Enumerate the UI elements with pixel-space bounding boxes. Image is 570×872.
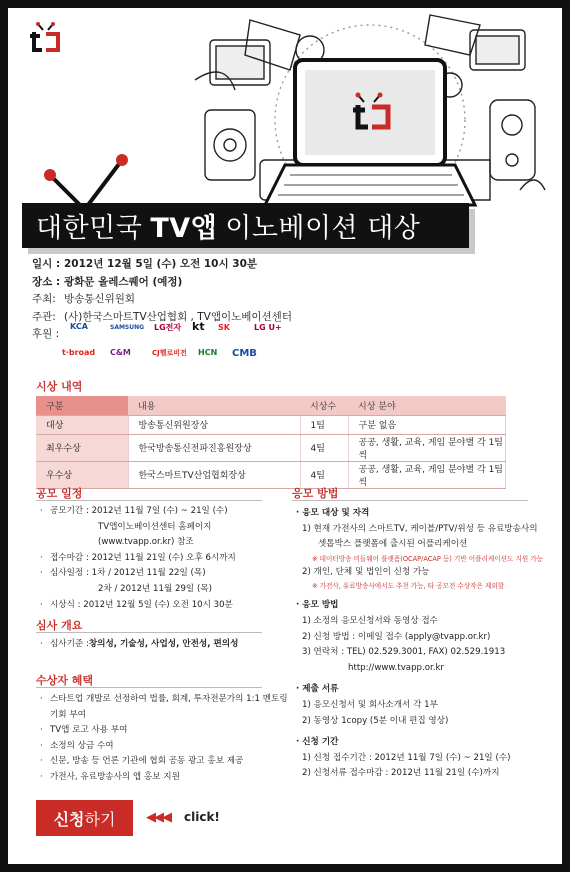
divider (36, 687, 262, 688)
list-item-text: 공모기간 : 2012년 11월 7일 (수) ~ 21일 (수) (50, 506, 228, 516)
list-item: · 스타트업 개발로 선정하여 법률, 회계, 투자전문가의 1:1 멘토링 (40, 692, 288, 708)
table-cell: 공공, 생활, 교육, 게임 분야별 각 1팀씩 (348, 434, 506, 461)
list-item-text: 기회 부여 (50, 709, 86, 720)
list-item-text: 접수마감 : 2012년 11월 21일 (수) 오후 6시까지 (50, 552, 236, 563)
sponsor-logo: t·broad (62, 348, 96, 357)
sponsor-logo: LG전자 (154, 323, 182, 332)
list-item-text: 신문, 방송 등 언론 기관에 협회 공동 광고 홍보 제공 (50, 756, 244, 767)
arrows-left-icon: ◀◀◀ (146, 810, 170, 825)
info-row (32, 291, 292, 309)
list-item-text: 2) 신청서류 접수마감 : 2012년 11월 21일 (수)까지 (302, 768, 500, 779)
antenna-icon (40, 150, 140, 210)
list-item-text: 소정의 상금 수여 (50, 740, 114, 751)
sponsor-logo: SK (218, 323, 230, 332)
table-header-row (36, 396, 506, 415)
sponsor-logos (58, 318, 298, 368)
info-key: 후원 : (32, 328, 60, 340)
note-text: ※ 데이터방송 미들웨어 플랫폼(OCAP/ACAP 등) 기반 어플리케이션도 지원 가능 (312, 554, 544, 563)
list-item-text: 3) 연락처 : TEL) 02.529.3001, FAX) 02.529.1913 (302, 647, 506, 658)
list-item-text: 셋톱박스 플랫폼에 출시된 어플리케이션 (318, 539, 468, 550)
table-header: 시상수 (300, 396, 348, 415)
table-cell: 최우수상 (36, 434, 128, 461)
title-post: 이노베이션 대상 (225, 213, 421, 244)
info-key: 일시 : (32, 258, 61, 270)
list-item-text: 심사일정 : 1차 / 2012년 11월 22일 (목) (50, 568, 206, 579)
table-cell: 4팀 (300, 434, 348, 461)
list-item-text: TV앱 로고 사용 부여 (50, 725, 128, 736)
sponsor-logo: CMB (232, 348, 257, 359)
devices-illustration (190, 10, 550, 215)
tvapp-logo (26, 22, 64, 56)
subsection-title: · 신청 기간 (296, 737, 339, 748)
table-cell: 공공, 생활, 교육, 게임 분야별 각 1팀씩 (348, 461, 506, 488)
subsection-title: · 응모 대상 및 자격 (296, 508, 370, 518)
awards-table (36, 396, 506, 489)
sponsor-logo: CJ헬로비전 (152, 349, 187, 357)
table-row (36, 461, 506, 488)
website-link[interactable]: http://www.tvapp.or.kr (348, 662, 444, 673)
table-header: 시상 분야 (348, 396, 506, 415)
method-content (296, 500, 543, 782)
table-cell: 방송통신위원장상 (128, 415, 300, 434)
list-item-text: 2) 동영상 1copy (5분 이내 편집 영상) (302, 715, 449, 726)
review-criteria (40, 637, 238, 653)
list-item: · 접수마감 : 2012년 11월 21일 (수) 오후 6시까지 (40, 551, 236, 567)
method-section-title: 응모 방법 (292, 487, 339, 500)
sponsor-logo: HCN (198, 348, 218, 357)
list-item: · 가전사, 유료방송사의 앱 홍보 지원 (40, 770, 288, 786)
table-row (36, 434, 506, 461)
click-link[interactable]: click! (184, 810, 220, 824)
table-cell: 구분 없음 (348, 415, 506, 434)
list-item-text: 2차 / 2012년 11월 29일 (목) (98, 583, 212, 594)
sponsor-logo: LG U+ (254, 323, 282, 332)
list-item-text: 1) 현재 가전사의 스마트TV, 케이블/PTV/위성 등 유료방송사의 (302, 523, 538, 534)
list-item: · 심사일정 : 1차 / 2012년 11월 22일 (목) (40, 566, 236, 582)
list-item: · 소정의 상금 수여 (40, 739, 288, 755)
review-section-title: 심사 개요 (36, 619, 83, 632)
subsection-title: · 응모 방법 (296, 600, 339, 611)
info-key: 주최: (32, 293, 56, 305)
info-value: (사)한국스마트TV산업협회 , TV앱이노베이션센터 (64, 310, 292, 323)
table-header: 구분 (36, 396, 128, 415)
info-key: 주관: (32, 310, 56, 323)
list-item-text: 1) 신청 접수기간 : 2012년 11월 7일 (수) ~ 21일 (수) (302, 752, 511, 763)
sponsor-logo: KCA (70, 322, 88, 331)
criteria-label: 심사기준 : (50, 639, 89, 649)
list-item-text: 1) 응모신청서 및 회사소개서 각 1부 (302, 699, 438, 710)
title-pre: 대한민국 (36, 213, 143, 244)
list-item-text: 가전사, 유료방송사의 앱 홍보 지원 (50, 771, 180, 782)
list-item: · 공모기간 : 2012년 11월 7일 (수) ~ 21일 (수) (40, 504, 236, 520)
apply-button-rest: 하기 (84, 809, 116, 829)
list-item-text: TV앱이노베이션센터 홈페이지 (98, 521, 212, 532)
subsection-title: · 제출 서류 (296, 684, 339, 695)
divider (36, 500, 262, 501)
table-cell: 4팀 (300, 461, 348, 488)
schedule-section-title: 공모 일정 (36, 487, 83, 500)
list-item: · 시상식 : 2012년 12월 5일 (수) 오전 10시 30분 (40, 598, 236, 614)
list-item-text: 스타트업 개발로 선정하여 법률, 회계, 투자전문가의 1:1 멘토링 (50, 694, 288, 704)
table-header: 내용 (128, 396, 300, 415)
schedule-list (40, 504, 236, 613)
info-row (32, 256, 292, 274)
list-item-text: 시상식 : 2012년 12월 5일 (수) 오전 10시 30분 (50, 599, 233, 610)
sponsor-logo: C&M (110, 348, 131, 357)
table-cell: 대상 (36, 415, 128, 434)
apply-button-bold: 신청 (53, 809, 85, 829)
sponsor-logo: SAMSUNG (110, 324, 145, 331)
sponsor-logo: kt (192, 320, 205, 333)
list-item-text: 2) 개인, 단체 및 법인이 신청 가능 (302, 566, 430, 577)
criteria-value: 창의성, 기술성, 사업성, 안전성, 편의성 (88, 639, 239, 649)
info-value: 방송통신위원회 (64, 293, 136, 305)
list-item: · 심사기준 : 창의성, 기술성, 사업성, 안전성, 편의성 (40, 637, 238, 653)
list-item-text: 1) 소정의 응모신청서와 동영상 접수 (302, 615, 438, 626)
table-row (36, 415, 506, 434)
list-item: · 신문, 방송 등 언론 기관에 협회 공동 광고 홍보 제공 (40, 754, 288, 770)
list-item-text: 2) 신청 방법 : 이메일 접수 (apply@tvapp.or.kr) (302, 631, 491, 642)
table-cell: 한국스마트TV산업협회장상 (128, 461, 300, 488)
info-value: 2012년 12월 5일 (수) 오전 10시 30분 (64, 258, 258, 270)
table-cell: 한국방송통신전파진흥원장상 (128, 434, 300, 461)
divider (36, 632, 262, 633)
awards-section-title: 시상 내역 (36, 380, 83, 393)
apply-button[interactable] (36, 800, 133, 836)
benefits-list (40, 692, 288, 786)
info-row (32, 274, 292, 292)
info-key: 장소 : (32, 275, 61, 288)
title-bold: TV앱 (150, 213, 218, 244)
benefits-section-title: 수상자 혜택 (36, 674, 93, 687)
list-item-text: (www.tvapp.or.kr) 참조 (98, 537, 194, 548)
list-item: · TV앱 로고 사용 부여 (40, 723, 288, 739)
table-cell: 1팀 (300, 415, 348, 434)
page-title (22, 203, 469, 248)
info-value: 광화문 올레스퀘어 (예정) (64, 275, 183, 288)
table-cell: 우수상 (36, 461, 128, 488)
note-text: ※ 가전사, 유료방송사에서도 추천 가능, 타 공모전 수상작은 제외함 (312, 582, 505, 591)
